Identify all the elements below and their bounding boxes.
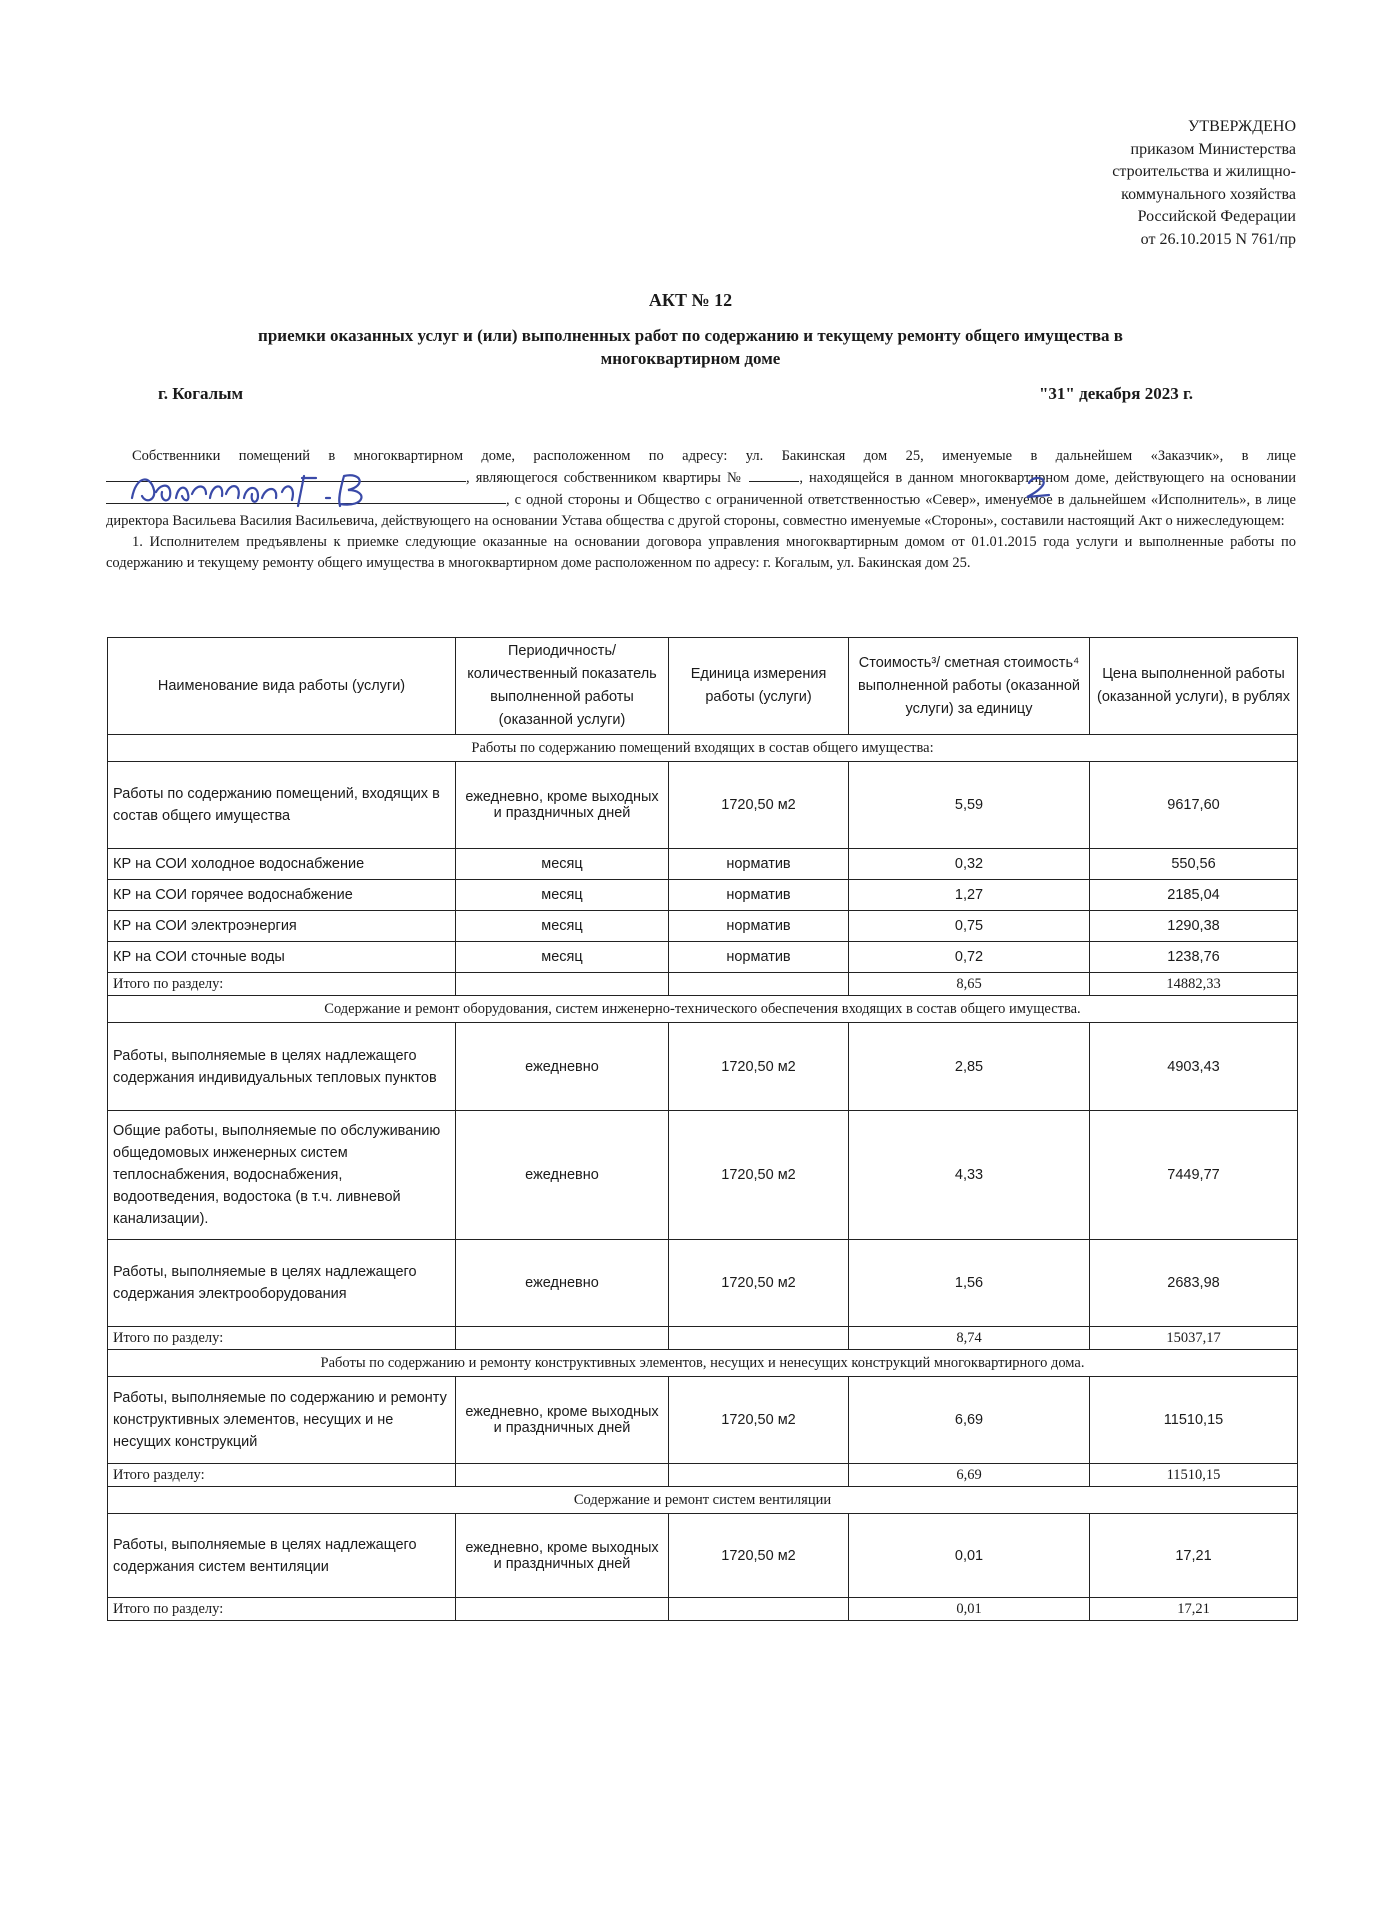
approval-line: УТВЕРЖДЕНО	[1187, 118, 1296, 135]
table-row	[108, 1111, 1298, 1240]
row-cost: 2,85	[849, 1023, 1090, 1111]
row-price: 4903,43	[1090, 1023, 1298, 1111]
row-cost: 5,59	[849, 762, 1090, 849]
row-cost: 1,27	[849, 880, 1090, 911]
row-cost: 0,72	[849, 942, 1090, 973]
approval-line: Российской Федерации	[1137, 208, 1296, 225]
row-unit: 1720,50 м2	[669, 1514, 849, 1598]
table-row	[108, 1514, 1298, 1598]
row-unit: норматив	[669, 942, 849, 973]
approval-line: от 26.10.2015 N 761/пр	[1140, 230, 1296, 248]
total-price: 11510,15	[1090, 1464, 1298, 1487]
row-unit: 1720,50 м2	[669, 1023, 849, 1111]
intro-p2: 1. Исполнителем предъявлены к приемке следующие оказанные на основании договора управления многоквартирным домом от 01.01.2015 года услуги и выполненные работы по содержанию и текущему ремонту общего имущества в многоквартирном доме расположенном по адресу: г. Когалым, ул. Бакинская дом 25.	[106, 534, 1296, 571]
section-title-row	[108, 1350, 1298, 1377]
table-row	[108, 880, 1298, 911]
total-label: Итого по разделу:	[108, 1327, 456, 1350]
row-cost: 6,69	[849, 1377, 1090, 1464]
row-period: месяц	[456, 942, 669, 973]
section-total-row	[108, 973, 1298, 996]
row-name: КР на СОИ холодное водоснабжение	[108, 849, 456, 880]
row-cost: 0,32	[849, 849, 1090, 880]
total-price: 14882,33	[1090, 973, 1298, 996]
table-row	[108, 849, 1298, 880]
total-cost: 0,01	[849, 1598, 1090, 1621]
table-header-row	[108, 638, 1298, 735]
act-date: "31" декабря 2023 г.	[1038, 384, 1193, 403]
approval-line: строительства и жилищно-	[1112, 163, 1296, 180]
row-cost: 0,01	[849, 1514, 1090, 1598]
total-cost: 8,65	[849, 973, 1090, 996]
act-subtitle-line1: приемки оказанных услуг и (или) выполненных работ по содержанию и текущему ремонту общего имущества в	[258, 326, 1123, 345]
row-unit: 1720,50 м2	[669, 1240, 849, 1327]
row-period: ежедневно, кроме выходных и праздничных дней	[456, 762, 669, 849]
header-price: Цена выполненной работы (оказанной услуги), в рублях	[1090, 638, 1298, 735]
table-row	[108, 1240, 1298, 1327]
table-row	[108, 942, 1298, 973]
row-unit: 1720,50 м2	[669, 1111, 849, 1240]
section-title: Работы по содержанию и ремонту конструктивных элементов, несущих и ненесущих конструкций многоквартирного дома.	[108, 1350, 1298, 1377]
row-name: Работы, выполняемые по содержанию и ремонту конструктивных элементов, несущих и не несущих конструкций	[108, 1377, 456, 1464]
section-total-row	[108, 1327, 1298, 1350]
basis-blank	[106, 489, 506, 504]
row-name: КР на СОИ горячее водоснабжение	[108, 880, 456, 911]
row-price: 1238,76	[1090, 942, 1298, 973]
row-cost: 1,56	[849, 1240, 1090, 1327]
row-period: ежедневно	[456, 1111, 669, 1240]
row-price: 17,21	[1090, 1514, 1298, 1598]
row-price: 550,56	[1090, 849, 1298, 880]
header-name: Наименование вида работы (услуги)	[108, 638, 456, 735]
table-row	[108, 911, 1298, 942]
header-cost: Стоимость³/ сметная стоимость⁴ выполненной работы (оказанной услуги) за единицу	[849, 638, 1090, 735]
row-period: ежедневно	[456, 1240, 669, 1327]
row-name: Работы, выполняемые в целях надлежащего содержания систем вентиляции	[108, 1514, 456, 1598]
total-price: 15037,17	[1090, 1327, 1298, 1350]
approval-line: приказом Министерства	[1130, 140, 1296, 158]
intro-p1-a: Собственники помещений в многоквартирном доме, расположенном по адресу: ул. Бакинская дом 25, именуемые в дальнейшем «Заказчик», в лице	[132, 448, 1296, 464]
approval-block	[1036, 116, 1296, 251]
row-period: месяц	[456, 880, 669, 911]
section-title-row	[108, 1487, 1298, 1514]
total-label: Итого по разделу:	[108, 973, 456, 996]
intro-p1-b: , являющегося собственником квартиры №	[466, 470, 744, 486]
approval-line: коммунального хозяйства	[1121, 185, 1296, 203]
section-title: Работы по содержанию помещений входящих в состав общего имущества:	[108, 735, 1298, 762]
row-name: Общие работы, выполняемые по обслуживанию общедомовых инженерных систем теплоснабжения, водоснабжения, водоотведения, водостока (в т.ч. ливневой канализации).	[108, 1111, 456, 1240]
row-price: 2185,04	[1090, 880, 1298, 911]
services-table	[107, 637, 1298, 1621]
row-price: 2683,98	[1090, 1240, 1298, 1327]
row-cost: 4,33	[849, 1111, 1090, 1240]
row-name: Работы, выполняемые в целях надлежащего содержания индивидуальных тепловых пунктов	[108, 1023, 456, 1111]
row-unit: норматив	[669, 911, 849, 942]
row-name: КР на СОИ сточные воды	[108, 942, 456, 973]
section-title-row	[108, 996, 1298, 1023]
total-cost: 8,74	[849, 1327, 1090, 1350]
row-period: ежедневно, кроме выходных и праздничных дней	[456, 1514, 669, 1598]
row-name: Работы, выполняемые в целях надлежащего содержания электрооборудования	[108, 1240, 456, 1327]
total-cost: 6,69	[849, 1464, 1090, 1487]
row-unit: норматив	[669, 880, 849, 911]
row-price: 9617,60	[1090, 762, 1298, 849]
row-period: ежедневно	[456, 1023, 669, 1111]
row-period: ежедневно, кроме выходных и праздничных дней	[456, 1377, 669, 1464]
section-total-row	[108, 1464, 1298, 1487]
row-name: Работы по содержанию помещений, входящих в состав общего имущества	[108, 762, 456, 849]
row-unit: 1720,50 м2	[669, 1377, 849, 1464]
table-row	[108, 1377, 1298, 1464]
act-subtitle	[100, 324, 1281, 370]
section-title: Содержание и ремонт систем вентиляции	[108, 1487, 1298, 1514]
owner-name-blank	[106, 467, 466, 482]
apartment-number-blank	[749, 467, 799, 482]
intro-p1-c: , находящейся в данном многоквартирном доме, действующего на основании	[799, 470, 1297, 486]
total-price: 17,21	[1090, 1598, 1298, 1621]
total-label: Итого по разделу:	[108, 1598, 456, 1621]
row-unit: 1720,50 м2	[669, 762, 849, 849]
intro-p1-d: , с одной стороны и Общество с ограниченной ответственностью «Север», именуемое в дальнейшем «Исполнитель», в лице директора Васильева Василия Васильевича, действующего на основании Устава общества с другой стороны, совместно именуемые «Стороны», составили настоящий Акт о нижеследующем:	[106, 492, 1296, 529]
act-city: г. Когалым	[158, 384, 244, 403]
header-period: Периодичность/ количественный показатель выполненной работы (оказанной услуги)	[456, 638, 669, 735]
act-subtitle-line2: многоквартирном доме	[600, 349, 781, 368]
act-title: АКТ № 12	[648, 290, 733, 310]
total-label: Итого разделу:	[108, 1464, 456, 1487]
row-name: КР на СОИ электроэнергия	[108, 911, 456, 942]
row-period: месяц	[456, 849, 669, 880]
section-title-row	[108, 735, 1298, 762]
section-total-row	[108, 1598, 1298, 1621]
row-price: 11510,15	[1090, 1377, 1298, 1464]
intro-text	[106, 446, 1296, 574]
section-title: Содержание и ремонт оборудования, систем инженерно-технического обеспечения входящих в состав общего имущества.	[108, 996, 1298, 1023]
row-price: 1290,38	[1090, 911, 1298, 942]
row-period: месяц	[456, 911, 669, 942]
row-unit: норматив	[669, 849, 849, 880]
handwritten-apartment-number	[1015, 475, 1065, 499]
row-cost: 0,75	[849, 911, 1090, 942]
table-row	[108, 762, 1298, 849]
header-unit: Единица измерения работы (услуги)	[669, 638, 849, 735]
row-price: 7449,77	[1090, 1111, 1298, 1240]
table-row	[108, 1023, 1298, 1111]
